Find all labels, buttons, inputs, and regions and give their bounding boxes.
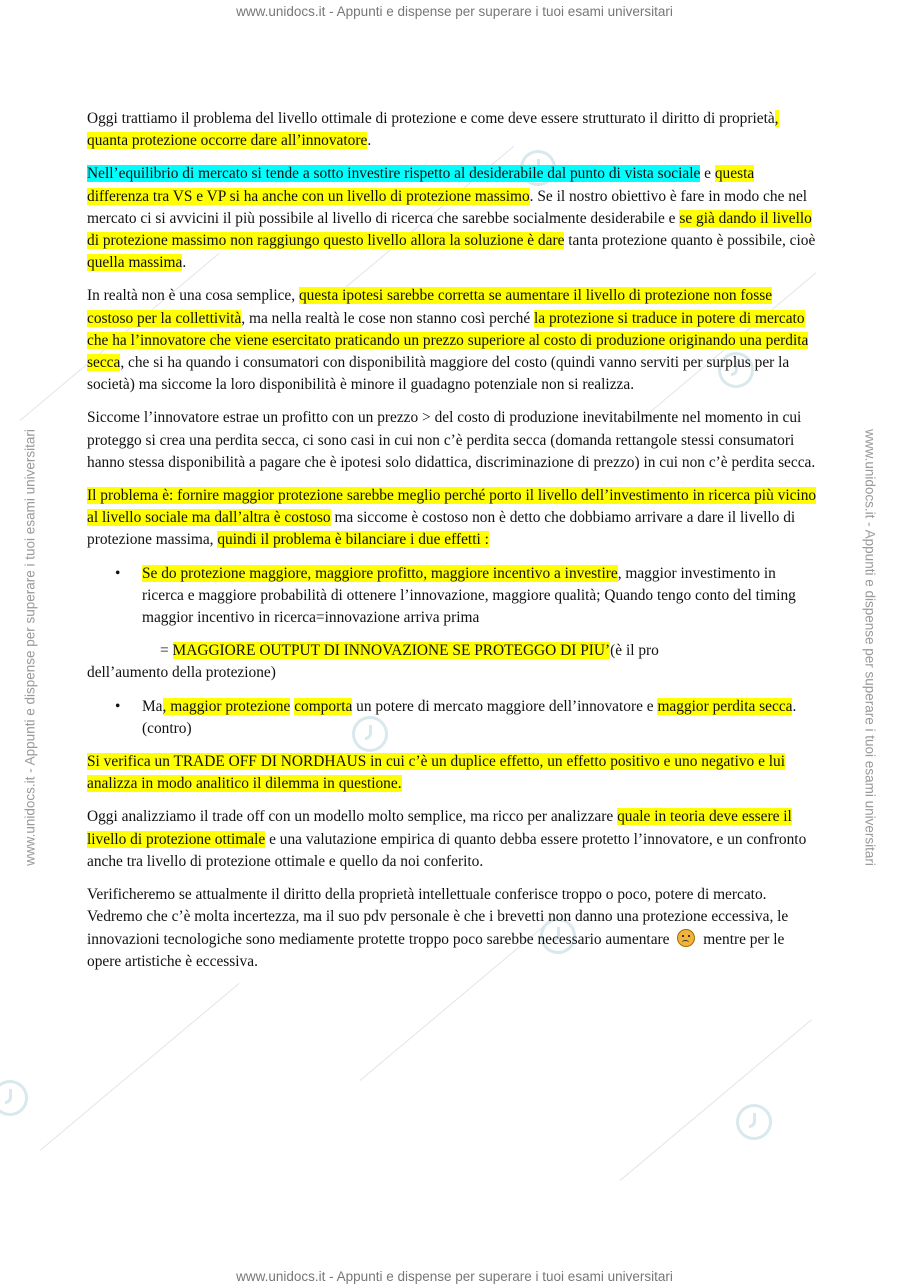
text-run: Verificheremo se attualmente il diritto della proprietà intellettuale conferisce troppo o poco, potere di mercato. Vedremo che c’è molta incertezza, ma il suo pdv personale è che i brevetti non danno una protezione eccessiva, le innovazioni tecnologiche sono mediamente protette troppo poco sarebbe necessario aumentare (87, 886, 789, 948)
highlighted-text: Il problema è: fornire maggior protezione sarebbe meglio perché porto il livello dell’investimento in ricerca più vicino al livello sociale ma dall’altra è costoso (87, 487, 817, 527)
text-run: tanta protezione quanto è possibile, cioè (564, 232, 816, 250)
text-run: Oggi trattiamo il problema del livello ottimale di protezione e come deve essere strutturato il diritto di proprietà (87, 110, 775, 127)
paragraph (87, 806, 820, 873)
text-run: . (367, 132, 372, 150)
text-run: = (160, 642, 173, 660)
paragraph (87, 285, 820, 396)
side-watermark-left: www.unidocs.it - Appunti e dispense per superare i tuoi esami universitari (22, 429, 38, 866)
highlighted-text-cyan: Nell’equilibrio di mercato si tende a sotto investire rispetto al desiderabile dal punto di vista sociale (87, 165, 701, 183)
text-run: e una valutazione empirica di quanto debba essere protetto l’innovatore, e un confronto anche tra livello di protezione ottimale e quello da noi conferito. (87, 830, 807, 870)
watermark-line (40, 983, 240, 1151)
text-run: (è il pro (610, 642, 659, 660)
highlighted-text: quale in teoria deve essere il livello di protezione ottimale (87, 808, 792, 848)
side-watermark-right: www.unidocs.it - Appunti e dispense per superare i tuoi esami universitari (862, 429, 878, 866)
document-body (87, 108, 820, 984)
list-item (142, 563, 820, 630)
paragraph: Siccome l’innovatore estrae un profitto con un prezzo > del costo di produzione inevitabilmente nel momento in cui proteggo si crea una perdita secca, ci sono casi in cui non c’è perdita secca (domanda rettangole stessi consumatori hanno stessa disponibilità a pagare che è ipotesi solo didattica, discriminazione di prezzo) in cui non c’è perdita secca. (87, 409, 816, 471)
text-run: . Se il nostro obiettivo è fare in modo che nel mercato ci si avvicini il più possibile al livello di ricerca che sarebbe socialmente desiderabile e (87, 187, 808, 227)
highlighted-text: quella massima (87, 254, 183, 272)
text-run: e (700, 165, 715, 183)
text-run: In realtà non è una cosa semplice, (87, 287, 299, 305)
paragraph (87, 884, 820, 973)
unidocs-logo-icon (736, 1104, 772, 1140)
text-run: . (182, 254, 187, 272)
text-run: un potere di mercato maggiore dell’innovatore e (352, 697, 658, 715)
highlighted-text: , quanta protezione occorre dare all’innovatore (87, 110, 779, 150)
paragraph (87, 163, 820, 274)
bullet-list (87, 563, 820, 630)
unidocs-logo-icon (0, 1080, 28, 1116)
highlighted-text: la protezione si traduce in potere di mercato che ha l’innovatore che viene esercitato praticando un prezzo superiore al costo di produzione originando una perdita secca (87, 309, 809, 372)
highlighted-text: questa ipotesi sarebbe corretta se aumentare il livello di protezione non fosse costoso per la collettività (87, 287, 773, 327)
highlighted-text: se già dando il livello di protezione massimo non raggiungo questo livello allora la soluzione è dare (87, 209, 812, 250)
text-run: Oggi analizziamo il trade off con un modello molto semplice, ma ricco per analizzare (87, 808, 618, 826)
bullet-list (87, 696, 820, 740)
highlighted-text: Si verifica un TRADE OFF DI NORDHAUS in cui c’è un duplice effetto, un effetto positivo e uno negativo e lui analizza in modo analitico il dilemma in questione. (87, 753, 786, 793)
highlighted-text: , maggior protezione (162, 697, 291, 715)
highlighted-text: maggior perdita secca (657, 697, 793, 715)
text-run: Ma (142, 697, 163, 715)
text-run: , ma nella realtà le cose non stanno così perché (241, 309, 535, 327)
footer-watermark: www.unidocs.it - Appunti e dispense per superare i tuoi esami universitari (236, 1269, 673, 1284)
text-run: ma siccome è costoso non è detto che dobbiamo arrivare a dare il livello di protezione massima, (87, 509, 796, 549)
list-item (142, 696, 820, 740)
highlighted-text: MAGGIORE OUTPUT DI INNOVAZIONE SE PROTEGGO DI PIU’ (172, 642, 611, 660)
sad-face-icon (677, 929, 695, 947)
highlighted-text: questa differenza tra VS e VP si ha anche con un livello di protezione massimo (87, 165, 755, 205)
text-run: . (contro) (142, 697, 797, 737)
paragraph (87, 751, 820, 795)
text-run: , maggior investimento in ricerca e maggiore probabilità di ottenere l’innovazione, maggiore qualità; Quando tengo conto del timing maggior incentivo in ricerca=innovazione arriva prima (142, 564, 796, 627)
header-watermark: www.unidocs.it - Appunti e dispense per superare i tuoi esami universitari (236, 4, 673, 19)
text-run: , che si ha quando i consumatori con disponibilità maggiore del costo (quindi vanno serviti per surplus per la società) ma siccome la loro disponibilità è minore il guadagno potenziale non si realizza. (87, 354, 790, 394)
highlighted-text: quindi il problema è bilanciare i due effetti : (217, 531, 489, 549)
paragraph (87, 108, 820, 152)
watermark-line (620, 1019, 812, 1180)
text-run: mentre per le opere artistiche è eccessiva. (87, 930, 785, 970)
paragraph (87, 485, 820, 552)
text-run: dell’aumento della protezione) (87, 664, 276, 682)
highlighted-text: Se do protezione maggiore, maggiore profitto, maggiore incentivo a investire (142, 564, 618, 582)
paragraph (87, 640, 820, 684)
highlighted-text: comporta (294, 697, 353, 715)
